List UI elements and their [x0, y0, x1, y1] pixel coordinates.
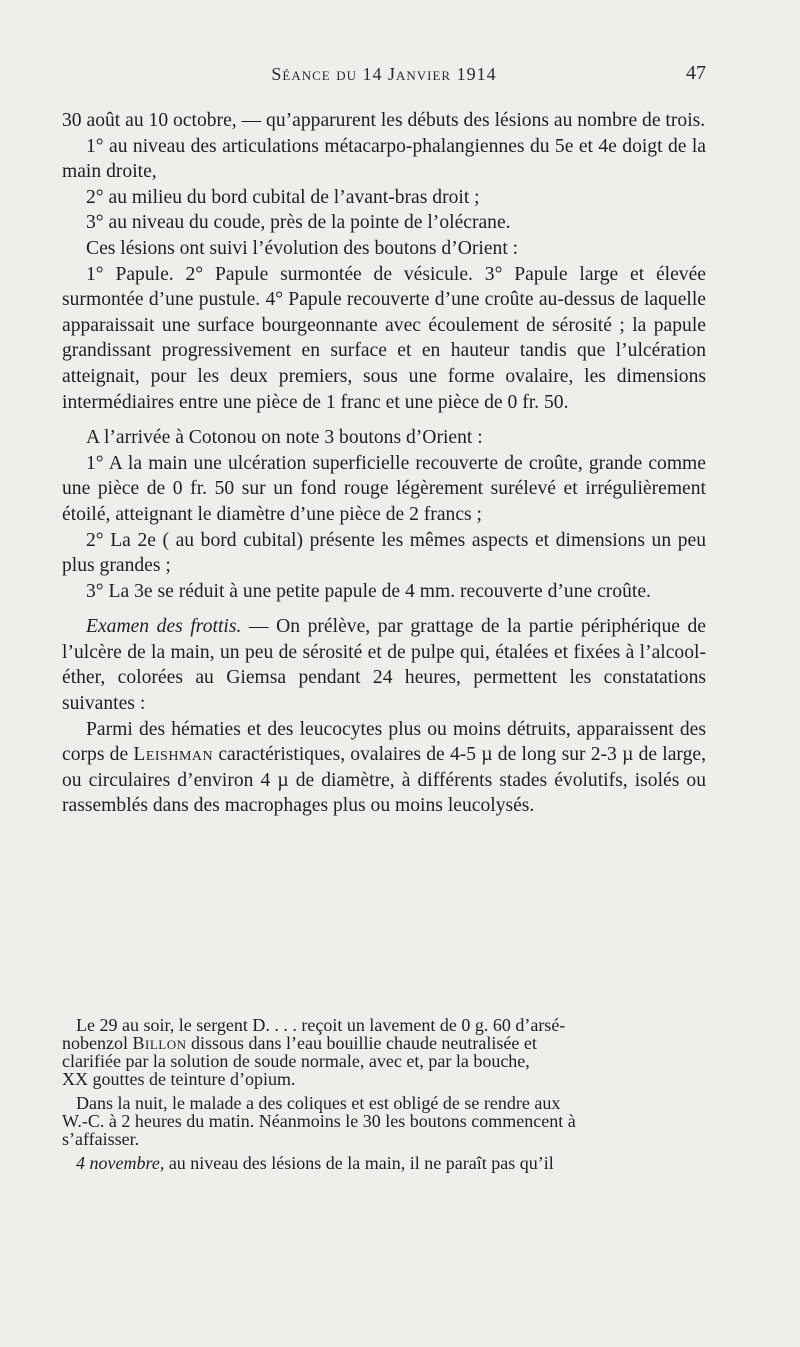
note-1-line-3: clarifiée par la solution de soude normale, avec et, par la bouche,	[62, 1051, 530, 1071]
note-2-line-2: W.-C. à 2 heures du matin. Néanmoins le 30 les boutons commencent à	[62, 1111, 576, 1131]
note-3	[62, 1154, 706, 1172]
note-1-line-2a: nobenzol	[62, 1033, 133, 1053]
note-3-text: , au niveau des lésions de la main, il ne paraît pas qu’il	[159, 1153, 554, 1173]
note-1	[62, 1016, 706, 1088]
paragraph-12-text-a: Parmi des hématies et des leucocytes plus ou moins détruits, apparaissent des corps de	[62, 718, 706, 766]
paragraph-12	[62, 717, 706, 819]
paragraph-2: 1° au niveau des articulations métacarpo-phalangiennes du 5e et 4e doigt de la main droite,	[62, 135, 706, 183]
author-name-billon: Billon	[132, 1033, 187, 1053]
paragraph-9: 2° La 2e ( au bord cubital) présente les mêmes aspects et dimensions un peu plus grandes ;	[62, 529, 706, 577]
paragraph-5: Ces lésions ont suivi l’évolution des boutons d’Orient :	[86, 237, 519, 259]
main-text	[62, 108, 706, 819]
page-number: 47	[686, 62, 706, 84]
note-1-line-2b: dissous dans l’eau bouillie chaude neutralisée et	[186, 1033, 537, 1053]
paragraph-1: 30 août au 10 octobre, — qu’apparurent les débuts des lésions au nombre de trois.	[62, 110, 706, 131]
page-header	[62, 60, 706, 90]
author-name-leishman: Leishman	[133, 744, 214, 766]
note-1-line-4: XX gouttes de teinture d’opium.	[62, 1069, 296, 1089]
paragraph-8: 1° A la main une ulcération superficielle recouverte de croûte, grande comme une pièce de 0 fr. 50 sur un fond rouge légèrement surélevé et irrégulièrement étoilé, atteignant le diamètre d’une pièce de 2 francs ;	[62, 452, 706, 525]
paragraph-3: 2° au milieu du bord cubital de l’avant-bras droit ;	[86, 186, 480, 208]
running-title: Séance du 14 Janvier 1914	[271, 64, 497, 84]
small-print-notes	[62, 1016, 706, 1178]
note-2-line-3: s’affaisser.	[62, 1129, 140, 1149]
paragraph-11-text: — On prélève, par grattage de la partie périphérique de l’ulcère de la main, un peu de sérosité et de pulpe qui, étalées et fixées à l’alcool-éther, colorées au Giemsa pendant 24 heures, permettent les constatations suivantes :	[62, 616, 706, 715]
paragraph-6: 1° Papule. 2° Papule surmontée de vésicule. 3° Papule large et élevée surmontée d’une pustule. 4° Papule recouverte d’une croûte au-dessus de laquelle apparaissait une surface bourgeonnante avec écoulement de sérosité ; la papule grandissant progressivement en surface et en hauteur tandis que l’ulcération atteignait, pour les deux premiers, sous une forme ovalaire, les dimensions intermédiaires entre une pièce de 1 franc et une pièce de 0 fr. 50.	[62, 263, 706, 413]
note-2-line-1: Dans la nuit, le malade a des coliques et est obligé de se rendre aux	[76, 1093, 561, 1113]
paragraph-10: 3° La 3e se réduit à une petite papule de 4 mm. recouverte d’une croûte.	[86, 580, 651, 602]
note-1-line-2	[62, 1034, 706, 1052]
note-2	[62, 1094, 706, 1148]
note-1-line-1: Le 29 au soir, le sergent D. . . . reçoit un lavement de 0 g. 60 d’arsé-	[76, 1015, 566, 1035]
section-label: Examen des frottis.	[86, 616, 242, 638]
note-3-date: 4 novembre	[76, 1153, 160, 1173]
paragraph-7: A l’arrivée à Cotonou on note 3 boutons d’Orient :	[86, 427, 483, 449]
paragraph-11	[62, 614, 706, 716]
paragraph-4: 3° au niveau du coude, près de la pointe de l’olécrane.	[86, 212, 511, 234]
paragraph-12-text-b: caractéristiques, ovalaires de 4-5 µ de long sur 2-3 µ de large, ou circulaires d’environ 4 µ de diamètre, à différents stades évolutifs, isolés ou rassemblés dans des macrophages plus ou moins leucolysés.	[62, 744, 706, 817]
